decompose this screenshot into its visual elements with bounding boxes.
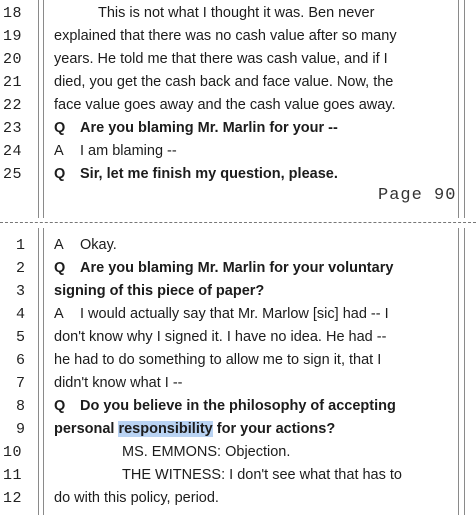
transcript-line [0,418,476,441]
line-text: I would actually say that Mr. Marlow [sic] had -- I [80,306,389,322]
transcript-line [0,280,476,303]
transcript-line [0,140,476,163]
question-text [54,163,454,186]
transcript-line [0,163,476,186]
transcript-page-89 [0,0,476,218]
line-text: Are you blaming Mr. Marlin for your -- [80,120,338,136]
line-text: MS. EMMONS: Objection. [122,444,291,460]
line-text: do with this policy, period. [54,490,219,506]
transcript-line [0,372,476,395]
line-number: 2 [16,260,26,277]
transcript-line [0,94,476,117]
highlighted-word[interactable]: responsibility [118,421,213,437]
line-number: 4 [16,306,26,323]
line-text: years. He told me that there was cash value, and if I [54,51,388,67]
q-marker: Q [54,120,66,136]
transcript-line [0,117,476,140]
transcript-line [0,71,476,94]
question-text [54,117,454,140]
line-number: 9 [16,421,26,438]
a-marker: A [54,237,64,253]
line-text [54,418,454,441]
transcript-line [0,487,476,510]
page-number-label: Page 90 [378,186,457,205]
line-number: 25 [3,166,23,183]
transcript-line [0,257,476,280]
line-text: face value goes away and the cash value goes away. [54,97,396,113]
q-marker: Q [54,166,66,182]
transcript-line [0,326,476,349]
line-number: 18 [3,5,23,22]
q-marker: Q [54,260,66,276]
q-marker: Q [54,398,66,414]
line-number: 6 [16,352,26,369]
line-text: died, you get the cash back and face value. Now, the [54,74,394,90]
line-text: signing of this piece of paper? [54,283,265,299]
line-number: 21 [3,74,23,91]
a-marker: A [54,143,64,159]
line-text: Sir, let me finish my question, please. [80,166,338,182]
transcript-line [0,234,476,257]
transcript-line [0,25,476,48]
answer-text [54,140,454,163]
line-text: THE WITNESS: I don't see what that has to [122,467,402,483]
line-text: don't know why I signed it. I have no idea. He had -- [54,329,387,345]
line-number: 7 [16,375,26,392]
line-text: This is not what I thought it was. Ben never [98,5,375,21]
line-text: Do you believe in the philosophy of accepting [80,398,396,414]
line-number: 12 [3,490,23,507]
line-number: 19 [3,28,23,45]
line-text-before: personal [54,421,119,437]
line-text: didn't know what I -- [54,375,183,391]
line-number: 11 [3,467,23,484]
line-number: 24 [3,143,23,160]
transcript-line [0,349,476,372]
line-text-after: for your actions? [212,421,336,437]
a-marker: A [54,306,64,322]
line-number: 3 [16,283,26,300]
transcript-line [0,464,476,487]
line-number: 1 [16,237,26,254]
line-text: Are you blaming Mr. Marlin for your voluntary [80,260,394,276]
question-text [54,257,454,280]
line-number: 23 [3,120,23,137]
line-text: explained that there was no cash value after so many [54,28,397,44]
transcript-line [0,441,476,464]
line-number: 5 [16,329,26,346]
question-text [54,395,454,418]
line-number: 22 [3,97,23,114]
transcript-line [0,48,476,71]
transcript-line [0,303,476,326]
line-number: 8 [16,398,26,415]
line-number: 10 [3,444,23,461]
line-text: I am blaming -- [80,143,177,159]
answer-text [54,303,454,326]
transcript-page-90 [0,228,476,515]
page-separator [0,218,476,228]
answer-text [54,234,454,257]
line-text: Okay. [80,237,117,253]
line-number: 20 [3,51,23,68]
line-text: he had to do something to allow me to sign it, that I [54,352,382,368]
transcript-line [0,2,476,25]
transcript-line [0,395,476,418]
